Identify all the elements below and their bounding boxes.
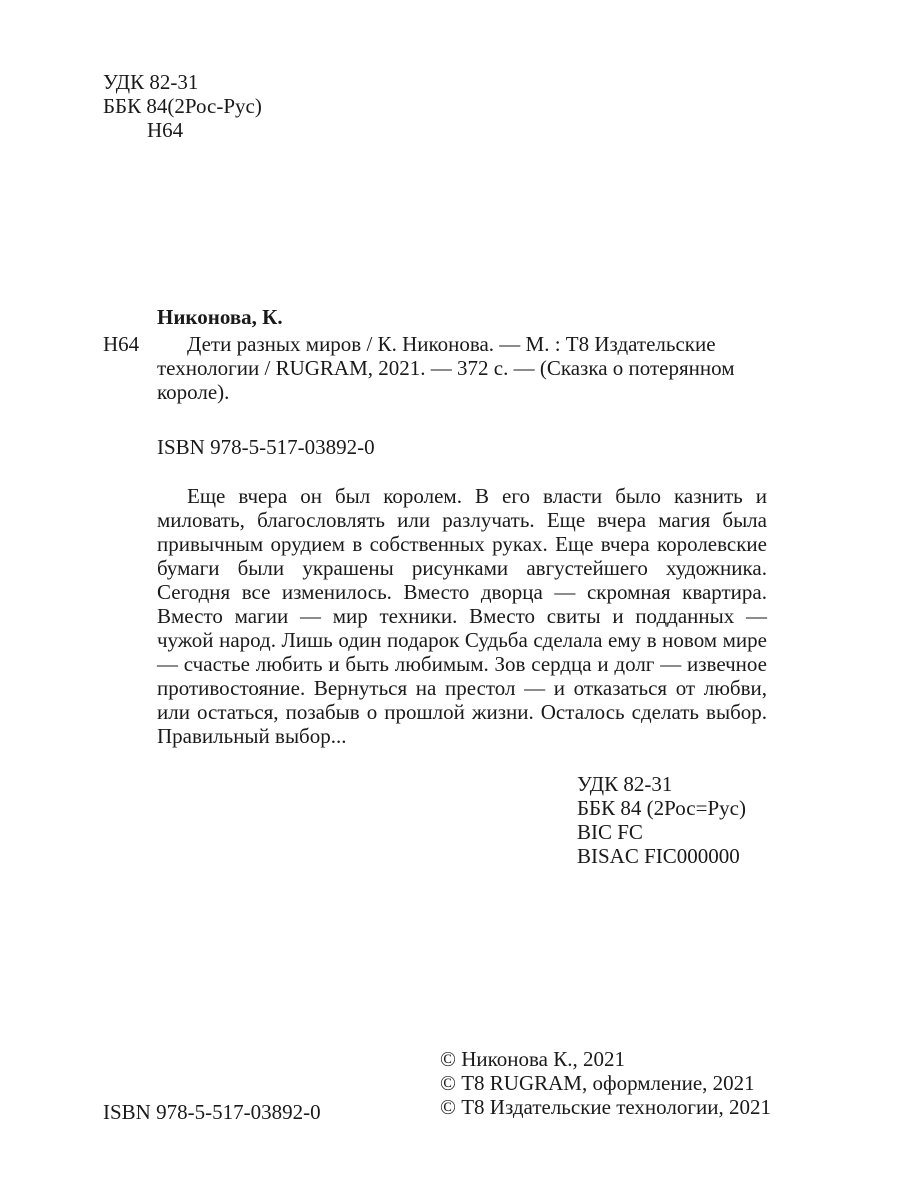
author-mark: Н64 [147,118,184,142]
entry-author-mark: Н64 [103,332,140,356]
copyright-line: © Никонова К., 2021 [440,1047,625,1071]
copyright-line: © Т8 Издательские технологии, 2021 [440,1095,771,1119]
annotation-text: Еще вчера он был королем. В его власти было казнить и миловать, благословлять или разлучать. Еще вчера магия была привычным орудием в собственных руках. Еще вчера королевские бумаги были украшены рисунками августейшего художника. Сегодня все изменилось. Вместо дворца — скромная квартира. Вместо магии — мир техники. Вместо свиты и подданных — чужой народ. Лишь один подарок Судьба сделала ему в новом мире — счастье любить и быть любимым. Зов сердца и долг — извечное противостояние. Вернуться на престол — и отказаться от любви, или остаться, позабыв о прошлой жизни. Осталось сделать выбор. Правильный выбор... [157,484,767,748]
bic-code: BIC FC [577,820,643,844]
description-line: короле). [157,380,230,404]
bbk-code: ББК 84 (2Рос=Рус) [577,796,746,820]
bibliographic-description [157,332,767,404]
isbn: ISBN 978-5-517-03892-0 [157,435,375,459]
bbk-code: ББК 84(2Рос-Рус) [103,94,262,118]
description-line: Дети разных миров / К. Никонова. — М. : Т8 Издательские [187,332,716,356]
author-name: Никонова, К. [157,305,283,329]
udk-code: УДК 82-31 [577,772,673,796]
copyright-notices [440,1047,771,1119]
description-line: технологии / RUGRAM, 2021. — 372 с. — (Сказка о потерянном [157,356,735,380]
annotation [157,484,767,748]
bisac-code: BISAC FIC000000 [577,844,740,868]
footer-isbn: ISBN 978-5-517-03892-0 [103,1100,321,1124]
header-classification [103,70,262,142]
classification-codes [577,772,746,868]
copyright-line: © Т8 RUGRAM, оформление, 2021 [440,1071,755,1095]
udk-code: УДК 82-31 [103,70,199,94]
